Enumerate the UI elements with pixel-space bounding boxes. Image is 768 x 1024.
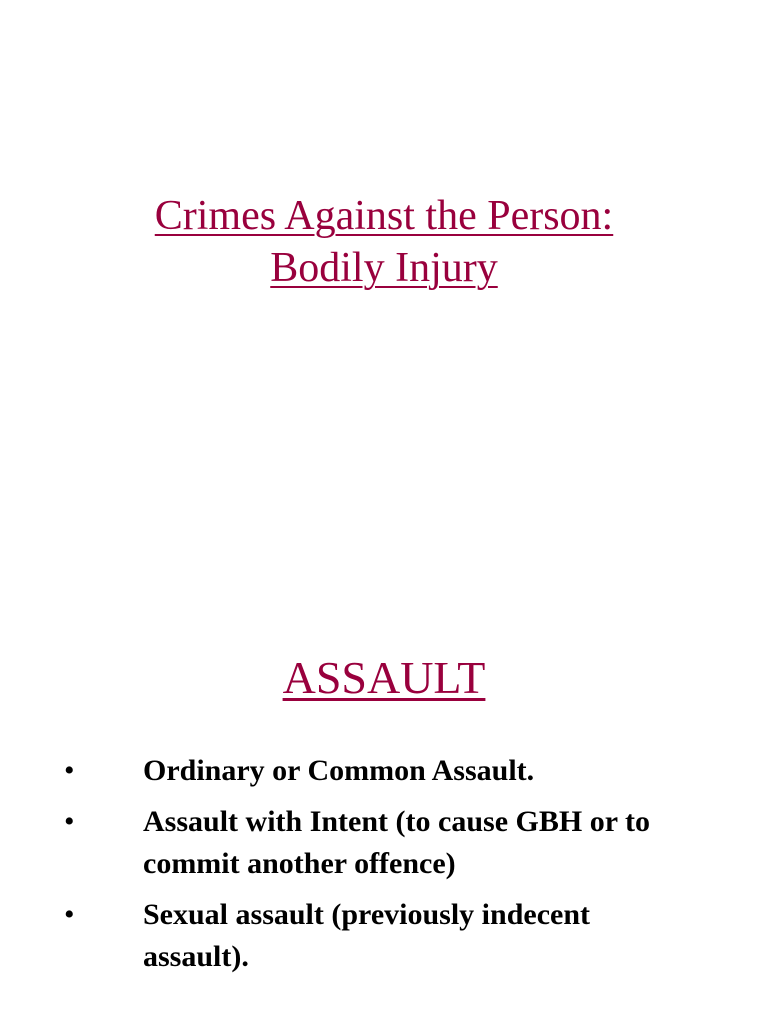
bullet-icon: • [64, 898, 75, 931]
list-item [0, 894, 768, 978]
bullet-text: Assault with Intent (to cause GBH or to commit another offence) [143, 805, 650, 880]
bullet-text: Ordinary or Common Assault. [143, 754, 535, 787]
list-item [0, 750, 768, 792]
section-heading [0, 650, 768, 706]
slide-title [0, 190, 768, 294]
bullet-list [0, 750, 768, 987]
list-item [0, 801, 768, 885]
section-heading-text: ASSAULT [282, 652, 486, 703]
bullet-icon: • [64, 754, 75, 787]
bullet-icon: • [64, 805, 75, 838]
title-line-1: Crimes Against the Person: [154, 193, 614, 239]
title-line-2: Bodily Injury [270, 245, 498, 291]
bullet-text: Sexual assault (previously indecent assault). [143, 898, 590, 973]
